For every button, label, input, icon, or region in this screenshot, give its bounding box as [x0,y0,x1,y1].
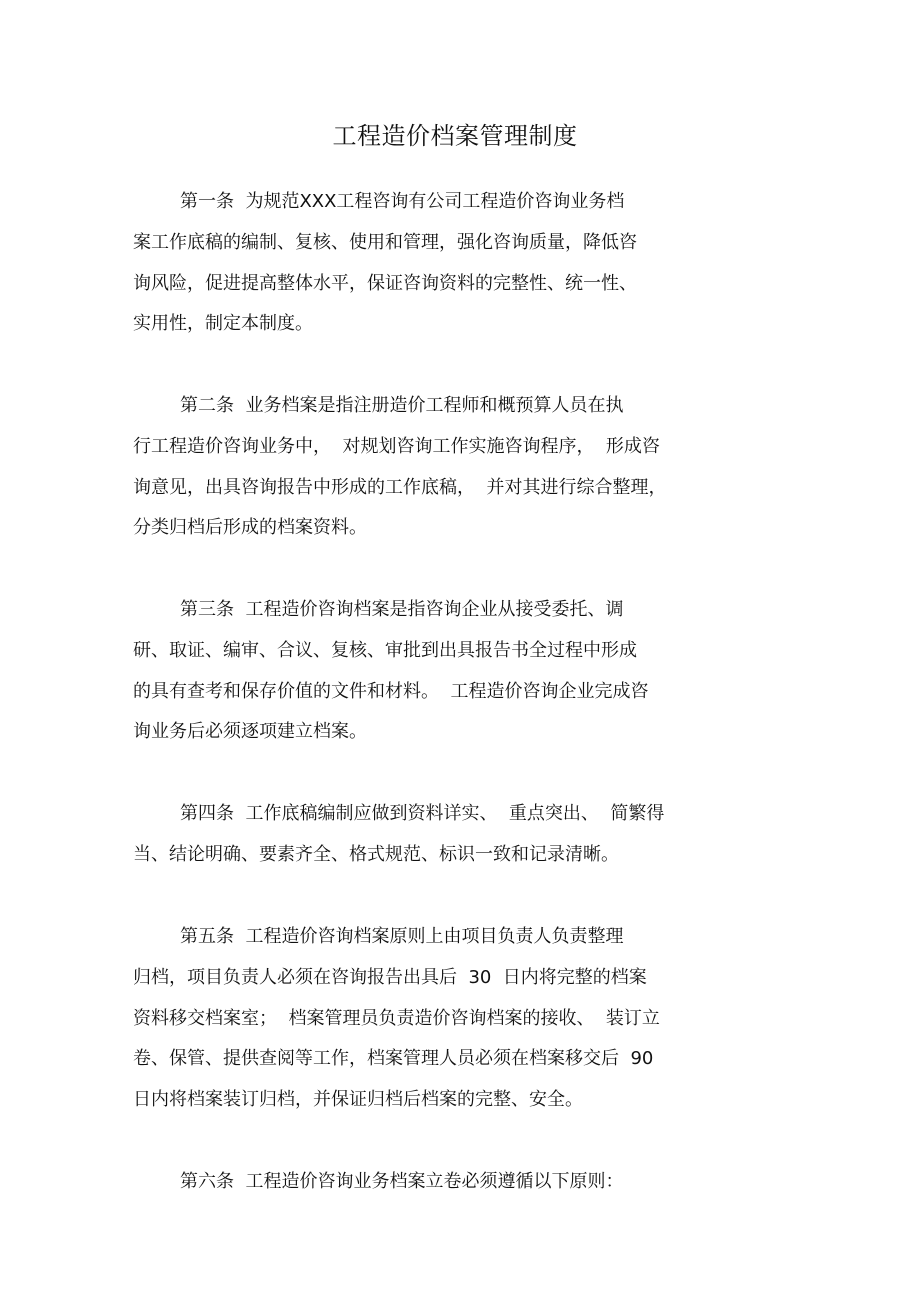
article-3 [133,590,695,753]
article-5-line-3: 资料移交档案室； 档案管理员负责造价咨询档案的接收、 装订立 [133,1007,660,1029]
article-1-line-2: 案工作底稿的编制、复核、使用和管理，强化咨询质量，降低咨 [133,231,637,253]
article-2 [133,386,695,549]
article-3-line-4: 询业务后必须逐项建立档案。 [133,721,367,743]
article-4-line-2: 当、结论明确、要素齐全、格式规范、标识一致和记录清晰。 [133,843,619,865]
article-2-line-2: 行工程造价咨询业务中， 对规划咨询工作实施咨询程序， 形成咨 [133,435,660,457]
article-2-line-4: 分类归档后形成的档案资料。 [133,517,367,539]
article-3-line-3: 的具有查考和保存价值的文件和材料。 工程造价咨询企业完成咨 [133,680,649,702]
article-5-line-2: 归档，项目负责人必须在咨询报告出具后 30 日内将完整的档案 [133,966,647,988]
article-4 [133,794,695,876]
article-5 [133,917,695,1121]
article-6 [133,1162,695,1203]
article-2-line-3: 询意见，出具咨询报告中形成的工作底稿， 并对其进行综合整理， [133,476,667,498]
article-5-line-1: 第五条 工程造价咨询档案原则上由项目负责人负责整理 [180,926,624,947]
article-6-line-1: 第六条 工程造价咨询业务档案立卷必须遵循以下原则： [180,1171,624,1192]
article-5-line-5: 日内将档案装订归档，并保证归档后档案的完整、安全。 [133,1089,583,1111]
article-1-line-4: 实用性，制定本制度。 [133,313,313,335]
article-3-line-1: 第三条 工程造价咨询档案是指咨询企业从接受委托、调 [180,599,624,620]
article-4-line-1: 第四条 工作底稿编制应做到资料详实、 重点突出、 简繁得 [180,803,665,824]
article-2-line-1: 第二条 业务档案是指注册造价工程师和概预算人员在执 [180,395,624,416]
article-1-line-3: 询风险，促进提高整体水平，保证咨询资料的完整性、统一性、 [133,272,637,294]
article-3-line-2: 研、取证、编审、合议、复核、审批到出具报告书全过程中形成 [133,639,637,661]
document-title: 工程造价档案管理制度 [332,122,578,150]
article-5-line-4: 卷、保管、提供查阅等工作，档案管理人员必须在档案移交后 90 [133,1048,654,1070]
article-1-line-1: 第一条 为规范XXX工程咨询有公司工程造价咨询业务档 [180,191,625,212]
article-1 [133,182,695,345]
